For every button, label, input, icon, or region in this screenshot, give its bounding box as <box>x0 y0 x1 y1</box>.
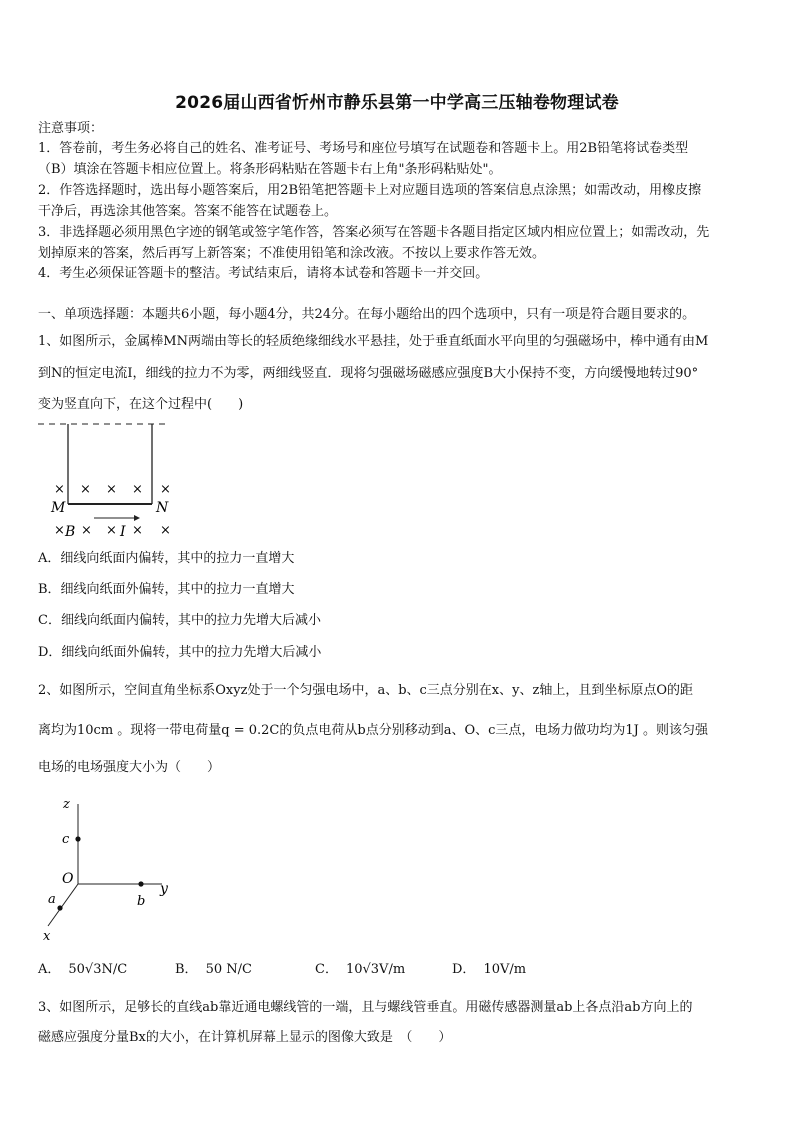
field-cross: × <box>80 482 91 497</box>
option-letter: B． <box>175 962 198 977</box>
label-y: y <box>160 881 168 897</box>
question-1-text: 1、如图所示，金属棒MN两端由等长的轻质绝缘细线水平悬挂，处于垂直纸面水平向里的匀强磁场中，棒中通有由M <box>38 334 709 349</box>
field-cross: × <box>106 482 117 497</box>
label-z: z <box>63 797 70 812</box>
option-value: 10V/m <box>483 962 527 977</box>
label-n: N <box>156 500 169 516</box>
option-letter: C． <box>315 962 338 977</box>
option-value: 50 N/C <box>205 962 252 977</box>
question-2-text: 电场的电场强度大小为（ ） <box>38 760 221 775</box>
option-d: D．细线向纸面外偏转，其中的拉力先增大后减小 <box>38 645 322 660</box>
option-letter: D． <box>452 962 476 977</box>
section-heading: 一、单项选择题：本题共6小题，每小题4分，共24分。在每小题给出的四个选项中，只有一项是符合题目要求的。 <box>38 307 696 322</box>
label-a: a <box>48 892 56 907</box>
note-line: 3．非选择题必须用黑色字迹的钢笔或签字笔作答，答案必须写在答题卡各题目指定区域内相应位置上；如需改动，先 <box>38 225 710 240</box>
question-1-text: 变为竖直向下，在这个过程中( ) <box>38 397 244 412</box>
option-c: C．细线向纸面内偏转，其中的拉力先增大后减小 <box>38 613 321 628</box>
label-i: I <box>120 524 126 540</box>
field-cross: × <box>54 523 65 538</box>
field-cross: × <box>160 482 171 497</box>
option-b: B．细线向纸面外偏转，其中的拉力一直增大 <box>38 582 295 597</box>
label-m: M <box>51 500 66 516</box>
label-c: c <box>62 832 70 847</box>
label-b: b <box>137 894 146 909</box>
point-b <box>138 881 143 886</box>
option-letter: A． <box>38 962 61 977</box>
question-2-text: 离均为10cm 。现将一带电荷量q = 0.2C的负点电荷从b点分别移动到a、O、c三点，电场力做功均为1J 。则该匀强 <box>38 723 709 738</box>
question-2-text: 2、如图所示，空间直角坐标系Oxyz处于一个匀强电场中，a、b、c三点分别在x、y、z轴上，且到坐标原点O的距 <box>38 683 693 698</box>
option-a: A．细线向纸面内偏转，其中的拉力一直增大 <box>38 551 295 566</box>
note-line: 干净后，再选涂其他答案。答案不能答在试题卷上。 <box>38 204 338 219</box>
current-arrow-head <box>134 515 140 521</box>
question-1-figure <box>36 418 186 543</box>
note-line: 4．考生必须保证答题卡的整洁。考试结束后，请将本试卷和答题卡一并交回。 <box>38 266 489 281</box>
field-cross: × <box>132 482 143 497</box>
option-a <box>38 962 127 978</box>
note-line: 1．答卷前，考生务必将自己的姓名、准考证号、考场号和座位号填写在试题卷和答题卡上。用2B铅笔将试卷类型 <box>38 141 689 156</box>
option-d <box>452 962 526 978</box>
option-value: 10√3V/m <box>345 962 406 977</box>
note-line: 划掉原来的答案，然后再写上新答案；不准使用铅笔和涂改液。不按以上要求作答无效。 <box>38 246 546 261</box>
option-value: 50√3N/C <box>68 962 128 977</box>
note-line: 2．作答选择题时，选出每小题答案后，用2B铅笔把答题卡上对应题目选项的答案信息点涂黑；如需改动，用橡皮擦 <box>38 183 702 198</box>
question-2-figure <box>36 792 186 944</box>
question-1-text: 到N的恒定电流I，细线的拉力不为零，两细线竖直．现将匀强磁场磁感应强度B大小保持不变，方向缓慢地转过90° <box>38 366 699 381</box>
notes-heading: 注意事项： <box>38 121 104 136</box>
point-a <box>57 905 62 910</box>
page-title: 2026届山西省忻州市静乐县第一中学高三压轴卷物理试卷 <box>175 93 619 113</box>
option-c <box>315 962 405 978</box>
field-cross: × <box>132 523 143 538</box>
label-o: O <box>62 871 74 887</box>
label-b: B <box>65 524 76 540</box>
field-cross: × <box>106 523 117 538</box>
field-cross: × <box>81 523 92 538</box>
label-x: x <box>43 929 51 944</box>
question-3-text: 磁感应强度分量Bx的大小，在计算机屏幕上显示的图像大致是 （ ） <box>38 1030 452 1045</box>
question-3-text: 3、如图所示，足够长的直线ab靠近通电螺线管的一端，且与螺线管垂直。用磁传感器测量ab上各点沿ab方向上的 <box>38 1000 693 1015</box>
option-b <box>175 962 252 978</box>
note-line: （B）填涂在答题卡相应位置上。将条形码粘贴在答题卡右上角"条形码粘贴处"。 <box>38 162 502 177</box>
point-c <box>75 836 80 841</box>
field-cross: × <box>160 523 171 538</box>
field-cross: × <box>54 482 65 497</box>
